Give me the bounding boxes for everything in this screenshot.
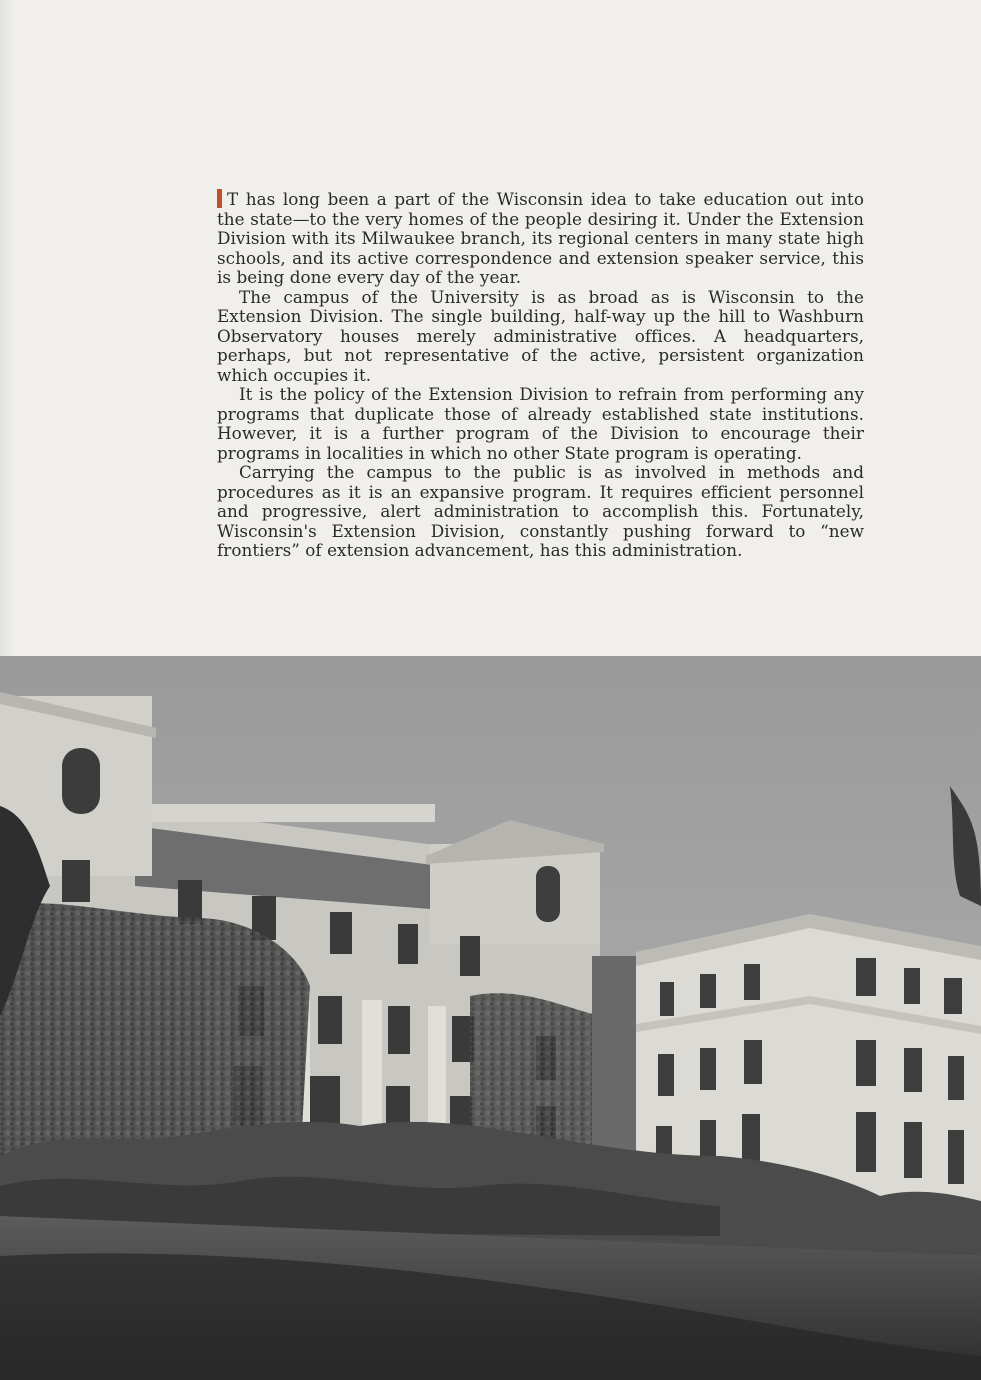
paragraph-1-text: T has long been a part of the Wisconsin idea to take education out into the state—to the very homes of the people desiring it. Under the Extension Division with its Milwaukee branch, its regional centers in many state high schools, and its active correspondence and extension speaker service, this is being done every day of the year.	[217, 189, 864, 287]
paragraph-3: It is the policy of the Extension Division to refrain from performing any programs that duplicate those of already established state institutions. However, it is a further program of the Division to encourage their programs in localities in which no other State program is operating.	[217, 384, 864, 463]
building-photo	[0, 656, 981, 1380]
paragraph-1	[217, 189, 864, 288]
article-text	[217, 189, 864, 561]
drop-initial-mark	[217, 189, 222, 208]
building-photo-illustration	[0, 656, 981, 1380]
paragraph-4: Carrying the campus to the public is as involved in methods and procedures as it is an expansive program. It requires efficient personnel and progressive, alert administration to accomplish this. Fortunately, Wisconsin's Extension Division, constantly pushing forward to “new frontiers” of extension advancement, has this administration.	[217, 462, 864, 560]
paragraph-2: The campus of the University is as broad as is Wisconsin to the Extension Division. The single building, half-way up the hill to Washburn Observatory houses merely administrative offices. A headquarters, perhaps, but not representative of the active, persistent organization which occupies it.	[217, 286, 864, 385]
